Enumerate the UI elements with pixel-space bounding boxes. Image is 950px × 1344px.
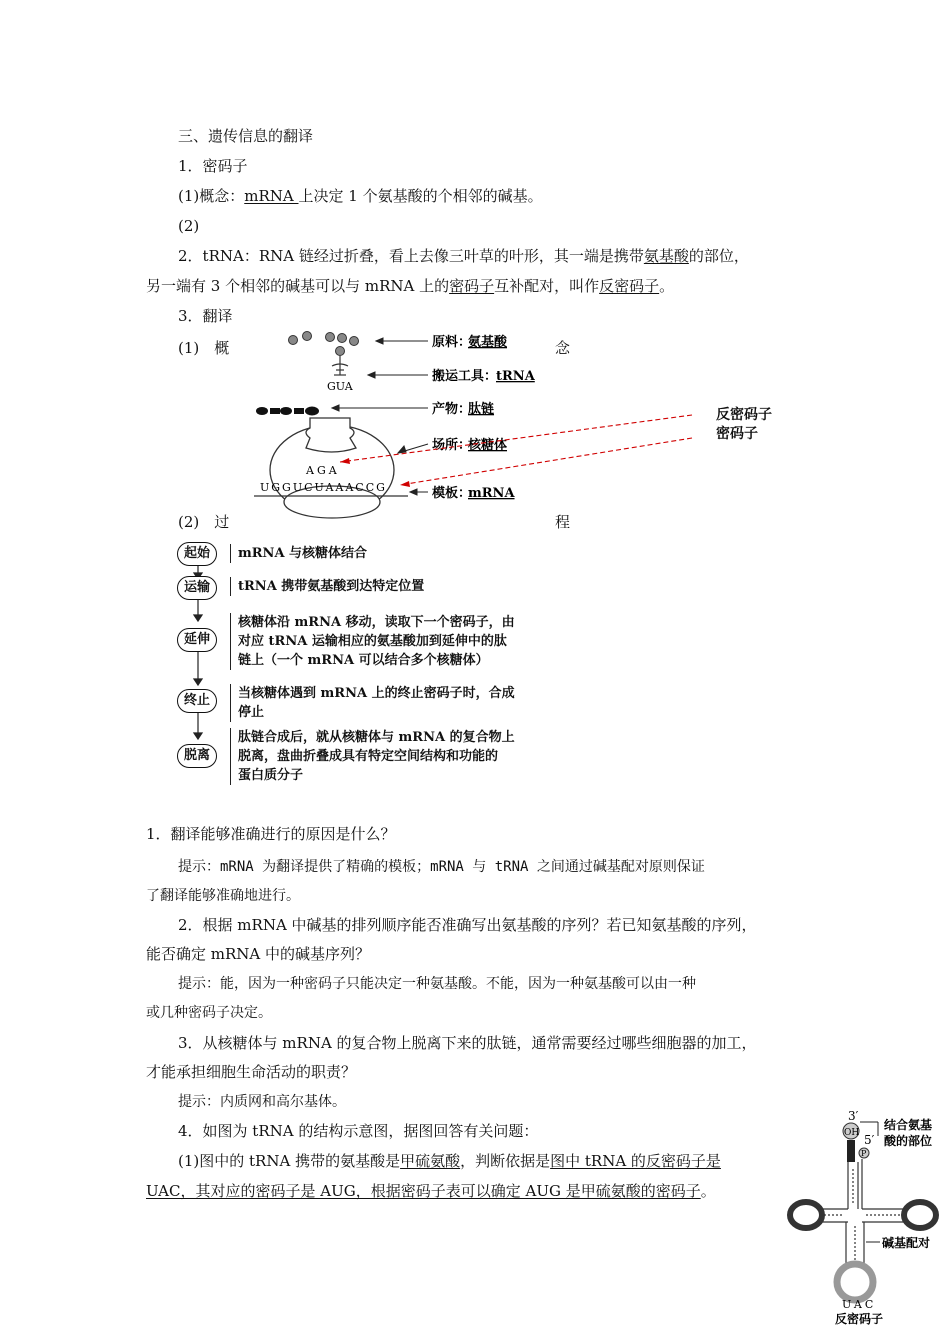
stage-elongation: 延伸 [177, 628, 217, 652]
aga-label: AGA [306, 464, 340, 477]
trna-structure-figure [780, 1104, 948, 1340]
translation-diagram [240, 322, 730, 522]
mrna-sequence: UGGUCUAAACCG [260, 481, 387, 494]
raw-value: 氨基酸 [468, 335, 508, 350]
template-value: mRNA [468, 486, 515, 501]
stage-transport: 运输 [177, 576, 217, 600]
anticodon-bases: UAC [842, 1298, 877, 1311]
trna-small-icon [332, 356, 348, 375]
callout-anticodon: 反密码子 [716, 407, 772, 423]
amino-site-label-1: 结合氨基 [884, 1118, 933, 1132]
anticodon-label: 反密码子 [835, 1312, 884, 1326]
process-label-left: (2) 过 [178, 513, 230, 531]
three-prime-label: 3′ [848, 1109, 859, 1123]
stage-termination: 终止 [177, 689, 217, 713]
stage-release: 脱离 [177, 744, 217, 768]
process-step-4: 当核糖体遇到 mRNA 上的终止密码子时，合成 停止 [230, 684, 515, 722]
template-label: 模板： [432, 486, 472, 501]
process-step-5: 肽链合成后，就从核糖体与 mRNA 的复合物上 脱离，盘曲折叠成具有特定空间结构和功能的 蛋白质分子 [230, 728, 515, 785]
concept-label-right: 念 [555, 339, 571, 357]
product-label: 产物： [432, 402, 472, 417]
amino-acid-icons [289, 332, 359, 356]
process-step-1: mRNA 与核糖体结合 [230, 544, 367, 563]
p-label: P [861, 1149, 867, 1158]
process-step-3: 核糖体沿 mRNA 移动，读取下一个密码子，由 对应 tRNA 运输相应的氨基酸加到延伸中的肽 链上（一个 mRNA 可以结合多个核糖体） [230, 613, 515, 670]
oh-label: OH [844, 1128, 860, 1138]
gua-label: GUA [327, 380, 353, 393]
codon-item-2: (2) [178, 217, 200, 235]
answer-2-line1: 提示：能，因为一种密码子只能决定一种氨基酸。不能，因为一种氨基酸可以由一种 [178, 976, 696, 992]
trna-definition-line2: 另一端有 3 个相邻的碱基可以与 mRNA 上的密码子互补配对，叫作反密码子。 [146, 277, 675, 295]
heading-codon: 1．密码子 [178, 157, 248, 175]
question-2-line2: 能否确定 mRNA 中的碱基序列？ [146, 945, 371, 963]
peptide-chain [256, 407, 319, 416]
trna-in-ribosome [306, 418, 356, 452]
answer-1-line2: 了翻译能够准确地进行。 [146, 888, 300, 904]
acceptor-end [847, 1140, 855, 1162]
anticodon-loop [837, 1264, 873, 1300]
raw-label: 原料： [432, 335, 472, 350]
stage-initiation: 起始 [177, 542, 217, 566]
codon-concept: (1)概念：mRNA 上决定 1 个氨基酸的个相邻的碱基。 [178, 187, 543, 205]
amino-site-label-2: 酸的部位 [884, 1134, 933, 1148]
product-value: 肽链 [468, 402, 495, 417]
answer-1-line1: 提示：mRNA 为翻译提供了精确的模板；mRNA 与 tRNA 之间通过碱基配对原则保证 [178, 859, 705, 875]
answer-4-line2: UAC，其对应的密码子是 AUG，根据密码子表可以确定 AUG 是甲硫氨酸的密码子。 [146, 1182, 716, 1200]
five-prime-label: 5′ [864, 1133, 875, 1147]
concept-label-left: (1) 概 [178, 339, 230, 357]
question-4: 4．如图为 tRNA 的结构示意图，据图回答有关问题： [178, 1122, 539, 1140]
process-step-2: tRNA 携带氨基酸到达特定位置 [230, 577, 424, 596]
process-label-right: 程 [555, 513, 571, 531]
tool-label: 搬运工具： [432, 369, 498, 384]
answer-4-line1: (1)图中的 tRNA 携带的氨基酸是甲硫氨酸，判断依据是图中 tRNA 的反密码子是 [178, 1152, 721, 1170]
trna-definition-line1: 2．tRNA：RNA 链经过折叠，看上去像三叶草的叶形，其一端是携带氨基酸的部位， [178, 247, 749, 265]
answer-2-line2: 或几种密码子决定。 [146, 1005, 272, 1021]
section-title: 三、遗传信息的翻译 [178, 127, 314, 145]
process-arrows [170, 540, 230, 770]
tool-value: tRNA [496, 369, 535, 384]
t-loop [904, 1202, 936, 1228]
site-value: 核糖体 [468, 438, 508, 453]
site-label: 场所： [432, 438, 472, 453]
question-3-line2: 才能承担细胞生命活动的职责？ [146, 1063, 357, 1081]
answer-3: 提示：内质网和高尔基体。 [178, 1094, 346, 1110]
question-2-line1: 2．根据 mRNA 中碱基的排列顺序能否准确写出氨基酸的序列？若已知氨基酸的序列， [178, 916, 757, 934]
base-pairing-label: 碱基配对 [882, 1236, 931, 1250]
heading-translation: 3．翻译 [178, 307, 233, 325]
question-1: 1．翻译能够准确进行的原因是什么？ [146, 825, 396, 843]
question-3-line1: 3．从核糖体与 mRNA 的复合物上脱离下来的肽链，通常需要经过哪些细胞器的加工， [178, 1034, 757, 1052]
d-loop [790, 1202, 822, 1228]
callout-codon: 密码子 [716, 426, 758, 442]
